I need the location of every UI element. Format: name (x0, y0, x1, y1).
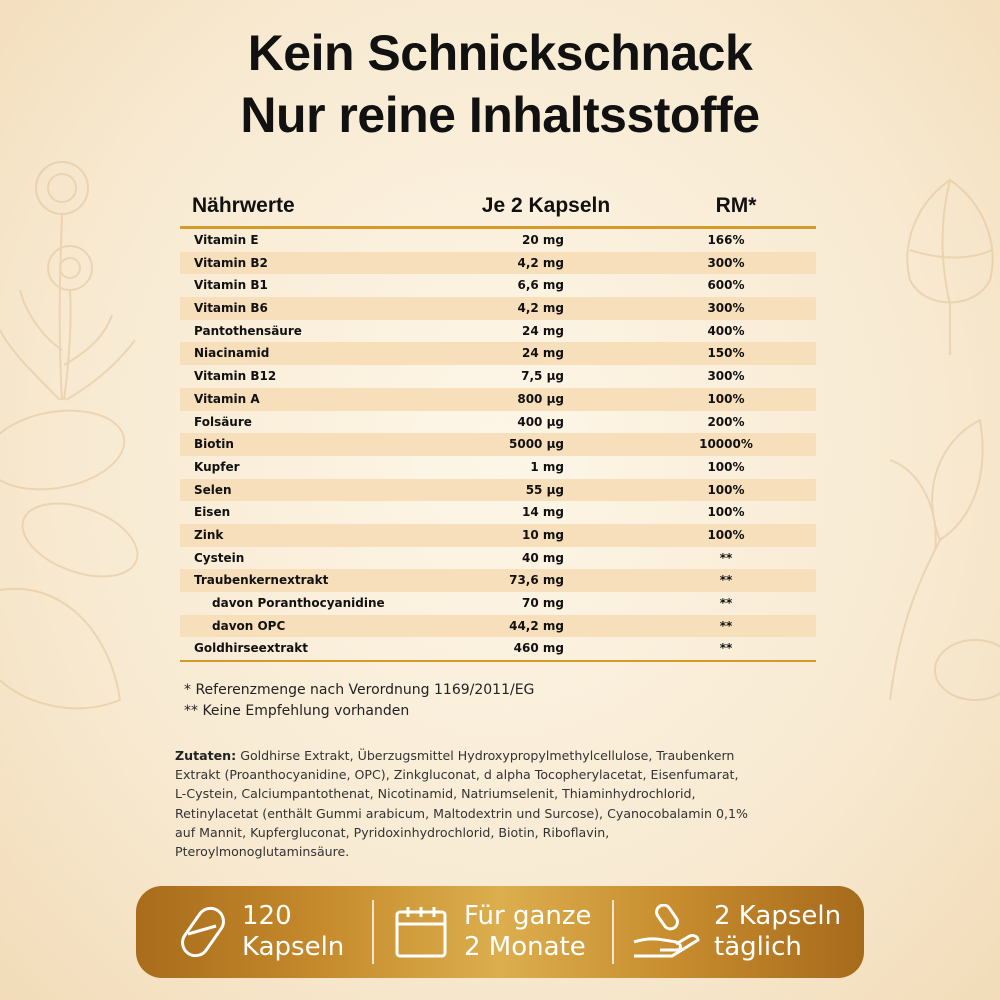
table-row (180, 274, 816, 297)
nutrient-amount: 73,6 mg (509, 573, 564, 588)
nutrient-amount: 6,6 mg (517, 278, 564, 293)
table-row (180, 433, 816, 456)
feature-dosage (632, 886, 852, 978)
nutrient-name: Vitamin B1 (194, 278, 268, 293)
page-title (0, 22, 1000, 146)
nutrient-name: Vitamin B2 (194, 255, 268, 270)
header-rm: RM* (715, 194, 757, 217)
nutrient-rm: ** (719, 550, 733, 565)
duration-line-1: Für ganze (464, 901, 592, 931)
nutrient-amount: 14 mg (522, 505, 564, 520)
table-row (180, 479, 816, 502)
nutrient-rm: 300% (707, 301, 745, 316)
nutrient-amount: 40 mg (522, 550, 564, 565)
footnotes (184, 680, 534, 722)
nutrient-rm: 100% (707, 459, 745, 474)
capsule-icon (176, 904, 232, 960)
nutrient-amount: 55 µg (525, 482, 564, 497)
nutrient-amount: 24 mg (522, 346, 564, 361)
table-row (180, 569, 816, 592)
dosage-line-1: 2 Kapseln (714, 901, 842, 931)
hand-capsule-icon (632, 904, 702, 960)
leaf-illustration (880, 400, 1000, 720)
nutrient-rm: 100% (707, 505, 745, 520)
table-row (180, 229, 816, 252)
table-row (180, 637, 816, 660)
nutrient-name: davon OPC (212, 618, 286, 633)
nutrient-name: Traubenkernextrakt (194, 573, 329, 588)
nutrient-amount: 44,2 mg (509, 618, 564, 633)
nutrition-table (180, 190, 816, 662)
table-row (180, 252, 816, 275)
footnote-reference: * Referenzmenge nach Verordnung 1169/2011/EG (184, 682, 535, 698)
table-row (180, 592, 816, 615)
nutrient-name: Vitamin B6 (194, 301, 268, 316)
nutrient-rm: 400% (707, 323, 745, 338)
table-row (180, 342, 816, 365)
nutrient-amount: 10 mg (522, 527, 564, 542)
nutrient-amount: 400 µg (517, 414, 564, 429)
nutrient-rm: 100% (707, 482, 745, 497)
header-per-2-capsules: Je 2 Kapseln (481, 194, 611, 217)
artichoke-illustration (880, 160, 1000, 360)
nutrient-name: Zink (194, 527, 224, 542)
nutrient-name: Selen (194, 482, 232, 497)
features-banner (136, 886, 864, 978)
table-row (180, 547, 816, 570)
capsule-count: 120 (242, 901, 292, 931)
nutrient-amount: 5000 µg (509, 437, 564, 452)
divider (612, 900, 614, 964)
table-row (180, 320, 816, 343)
nutrient-rm: 200% (707, 414, 745, 429)
title-line-1: Kein Schnickschnack (247, 25, 753, 81)
nutrient-rm: ** (719, 573, 733, 588)
nutrient-rm: 600% (707, 278, 745, 293)
ingredients-line: Retinylacetat (enthält Gummi arabicum, Maltodextrin und Surcose), Cyanocobalamin 0,1% (175, 805, 749, 821)
table-row (180, 615, 816, 638)
nutrient-rm: 300% (707, 369, 745, 384)
nutrient-amount: 70 mg (522, 596, 564, 610)
nutrient-amount: 7,5 µg (521, 369, 564, 384)
nutrient-name: Vitamin E (194, 233, 259, 247)
nutrient-amount: 4,2 mg (517, 301, 564, 316)
table-row (180, 456, 816, 479)
dandelion-illustration (0, 150, 150, 410)
ingredients-line: Pteroylmonoglutaminsäure. (175, 844, 350, 860)
ingredients-line: L-Cystein, Calciumpantothenat, Nicotinamid, Natriumselenit, Thiaminhydrochlorid, (175, 786, 696, 802)
table-row (180, 297, 816, 320)
capsule-count-label: Kapseln (242, 932, 345, 962)
footnote-no-recommendation: ** Keine Empfehlung vorhanden (184, 703, 410, 719)
almond-illustration (0, 400, 150, 740)
nutrient-amount: 4,2 mg (517, 255, 564, 270)
ingredients-text (175, 746, 815, 861)
table-bottom-rule (180, 660, 816, 662)
ingredients-line: auf Mannit, Kupfergluconat, Pyridoxinhydrochlorid, Biotin, Riboflavin, (175, 824, 610, 840)
nutrient-name: Goldhirseextrakt (194, 641, 308, 656)
nutrient-rm: ** (719, 596, 733, 610)
nutrient-rm: 150% (707, 346, 745, 361)
nutrient-name: Folsäure (194, 414, 252, 429)
divider (372, 900, 374, 964)
nutrient-name: davon Poranthocyanidine (212, 596, 385, 610)
title-line-2: Nur reine Inhaltsstoffe (240, 87, 760, 143)
calendar-icon (394, 904, 448, 960)
nutrient-name: Vitamin B12 (194, 369, 277, 384)
ingredients-line: Extrakt (Proanthocyanidine, OPC), Zinkgluconat, d alpha Tocopherylacetat, Eisenfumarat, (175, 767, 739, 783)
nutrient-rm: 10000% (699, 437, 753, 452)
nutrient-name: Cystein (194, 550, 245, 565)
nutrient-name: Biotin (194, 437, 234, 452)
header-nutrients: Nährwerte (192, 194, 295, 217)
nutrient-amount: 460 mg (513, 641, 564, 656)
nutrient-name: Vitamin A (194, 391, 260, 406)
table-row (180, 501, 816, 524)
nutrient-rm: 100% (707, 391, 745, 406)
nutrient-amount: 20 mg (522, 233, 564, 247)
table-row (180, 411, 816, 434)
ingredients-line: Goldhirse Extrakt, Überzugsmittel Hydroxypropylmethylcellulose, Traubenkern (236, 748, 735, 763)
feature-duration (394, 886, 614, 978)
table-row (180, 388, 816, 411)
nutrient-name: Pantothensäure (194, 323, 302, 338)
table-row (180, 365, 816, 388)
feature-capsule-count (176, 886, 376, 978)
dosage-line-2: täglich (714, 932, 802, 962)
nutrient-rm: ** (719, 641, 733, 656)
table-header (180, 190, 816, 229)
nutrient-amount: 1 mg (530, 459, 564, 474)
nutrient-amount: 800 µg (517, 391, 564, 406)
table-body (180, 229, 816, 660)
duration-line-2: 2 Monate (464, 932, 586, 962)
nutrient-name: Niacinamid (194, 346, 270, 361)
table-row (180, 524, 816, 547)
nutrient-rm: ** (719, 618, 733, 633)
nutrient-rm: 300% (707, 255, 745, 270)
ingredients-label: Zutaten: (175, 748, 237, 763)
nutrient-rm: 100% (707, 527, 745, 542)
nutrient-rm: 166% (707, 233, 745, 247)
nutrient-amount: 24 mg (522, 323, 564, 338)
nutrient-name: Eisen (194, 505, 231, 520)
nutrient-name: Kupfer (194, 459, 240, 474)
